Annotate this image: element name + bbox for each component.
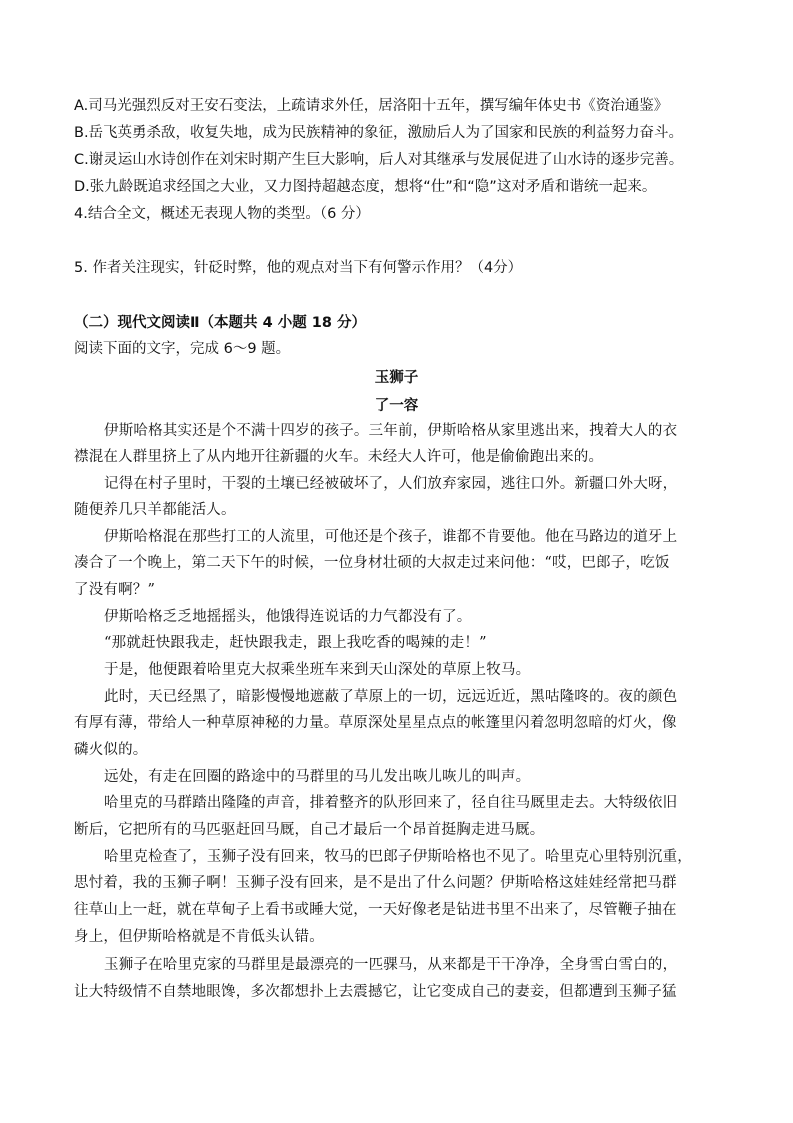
story-line: 哈里克检查了，玉狮子没有回来，牧马的巴郎子伊斯哈格也不见了。哈里克心里特别沉重， <box>104 849 692 865</box>
story-line: 玉狮子在哈里克家的马群里是最漂亮的一匹骒马，从来都是干干净净，全身雪白雪白的， <box>104 957 678 973</box>
option-a: A.司马光强烈反对王安石变法，上疏请求外任，居洛阳十五年，撰写编年体史书《资治通鉴》 <box>74 98 669 114</box>
story-line: 磷火似的。 <box>74 742 148 758</box>
story-line: 思忖着，我的玉狮子啊！玉狮子没有回来，是不是出了什么问题？伊斯哈格这娃娃经常把马群 <box>74 875 677 891</box>
story-line: 伊斯哈格其实还是个不满十四岁的孩子。三年前，伊斯哈格从家里逃出来，拽着大人的衣 <box>104 423 678 439</box>
story-title: 玉狮子 <box>374 370 419 386</box>
story-line: 于是，他便跟着哈里克大叔乘坐班车来到天山深处的草原上牧马。 <box>104 662 531 678</box>
story-line: 身上，但伊斯哈格就是不肯低头认错。 <box>74 929 324 945</box>
story-line: 哈里克的马群踏出隆隆的声音，排着整齐的队形回来了，径自往马厩里走去。大特级依旧 <box>104 795 678 811</box>
section-instruction: 阅读下面的文字，完成 6～9 题。 <box>74 341 291 357</box>
story-line: 伊斯哈格混在那些打工的人流里，可他还是个孩子，谁都不肯要他。他在马路边的道牙上 <box>104 529 678 545</box>
option-b: B.岳飞英勇杀敌，收复失地，成为民族精神的象征，激励后人为了国家和民族的利益努力奋斗。 <box>74 125 684 141</box>
story-line: 有厚有薄，带给人一种草原神秘的力量。草原深处星星点点的帐篷里闪着忽明忽暗的灯火，像 <box>74 715 677 731</box>
question-5: 5. 作者关注现实，针砭时弊，他的观点对当下有何警示作用？（4分） <box>74 260 523 276</box>
story-line: 凑合了一个晚上，第二天下午的时候，一位身材壮硕的大叔走过来问他：“哎，巴郎子，吃饭 <box>74 555 670 571</box>
story-line: 随便养几只羊都能活人。 <box>74 502 236 518</box>
story-author: 了一容 <box>374 398 419 414</box>
story-line: 远处，有走在回圈的路途中的马群里的马儿发出咴儿咴儿的叫声。 <box>104 769 531 785</box>
story-line: 往草山上一赶，就在草甸子上看书或睡大觉，一天好像老是钻进书里不出来了，尽管鞭子抽在 <box>74 902 677 918</box>
story-line: 伊斯哈格乏乏地摇摇头，他饿得连说话的力气都没有了。 <box>104 609 472 625</box>
option-d: D.张九龄既追求经国之大业，又力图持超越态度，想将“仕”和“隐”这对矛盾和谐统一起来。 <box>74 179 657 195</box>
story-line: 了没有啊？” <box>74 582 156 598</box>
story-line: 此时，天已经黑了，暗影慢慢地遮蔽了草原上的一切，远远近近，黑咕隆咚的。夜的颜色 <box>104 689 678 705</box>
section-heading: （二）现代文阅读Ⅱ（本题共 4 小题 18 分） <box>74 315 367 331</box>
question-4: 4.结合全文，概述无表现人物的类型。（6 分） <box>74 206 370 222</box>
story-line: 让大特级情不自禁地眼馋，多次都想扑上去震撼它，让它变成自己的妻妾，但都遭到玉狮子猛 <box>74 984 677 1000</box>
story-line: 襟混在人群里挤上了从内地开往新疆的火车。未经大人许可，他是偷偷跑出来的。 <box>74 449 604 465</box>
story-line: 记得在村子里时，干裂的土壤已经被破坏了，人们放弃家园，逃往口外。新疆口外大呀， <box>104 476 678 492</box>
story-line: “那就赶快跟我走，赶快跟我走，跟上我吃香的喝辣的走！” <box>104 635 487 651</box>
option-c: C.谢灵运山水诗创作在刘宋时期产生巨大影响，后人对其继承与发展促进了山水诗的逐步完善。 <box>74 152 684 168</box>
story-line: 断后，它把所有的马匹驱赶回马厩，自己才最后一个昂首挺胸走进马厩。 <box>74 822 545 838</box>
